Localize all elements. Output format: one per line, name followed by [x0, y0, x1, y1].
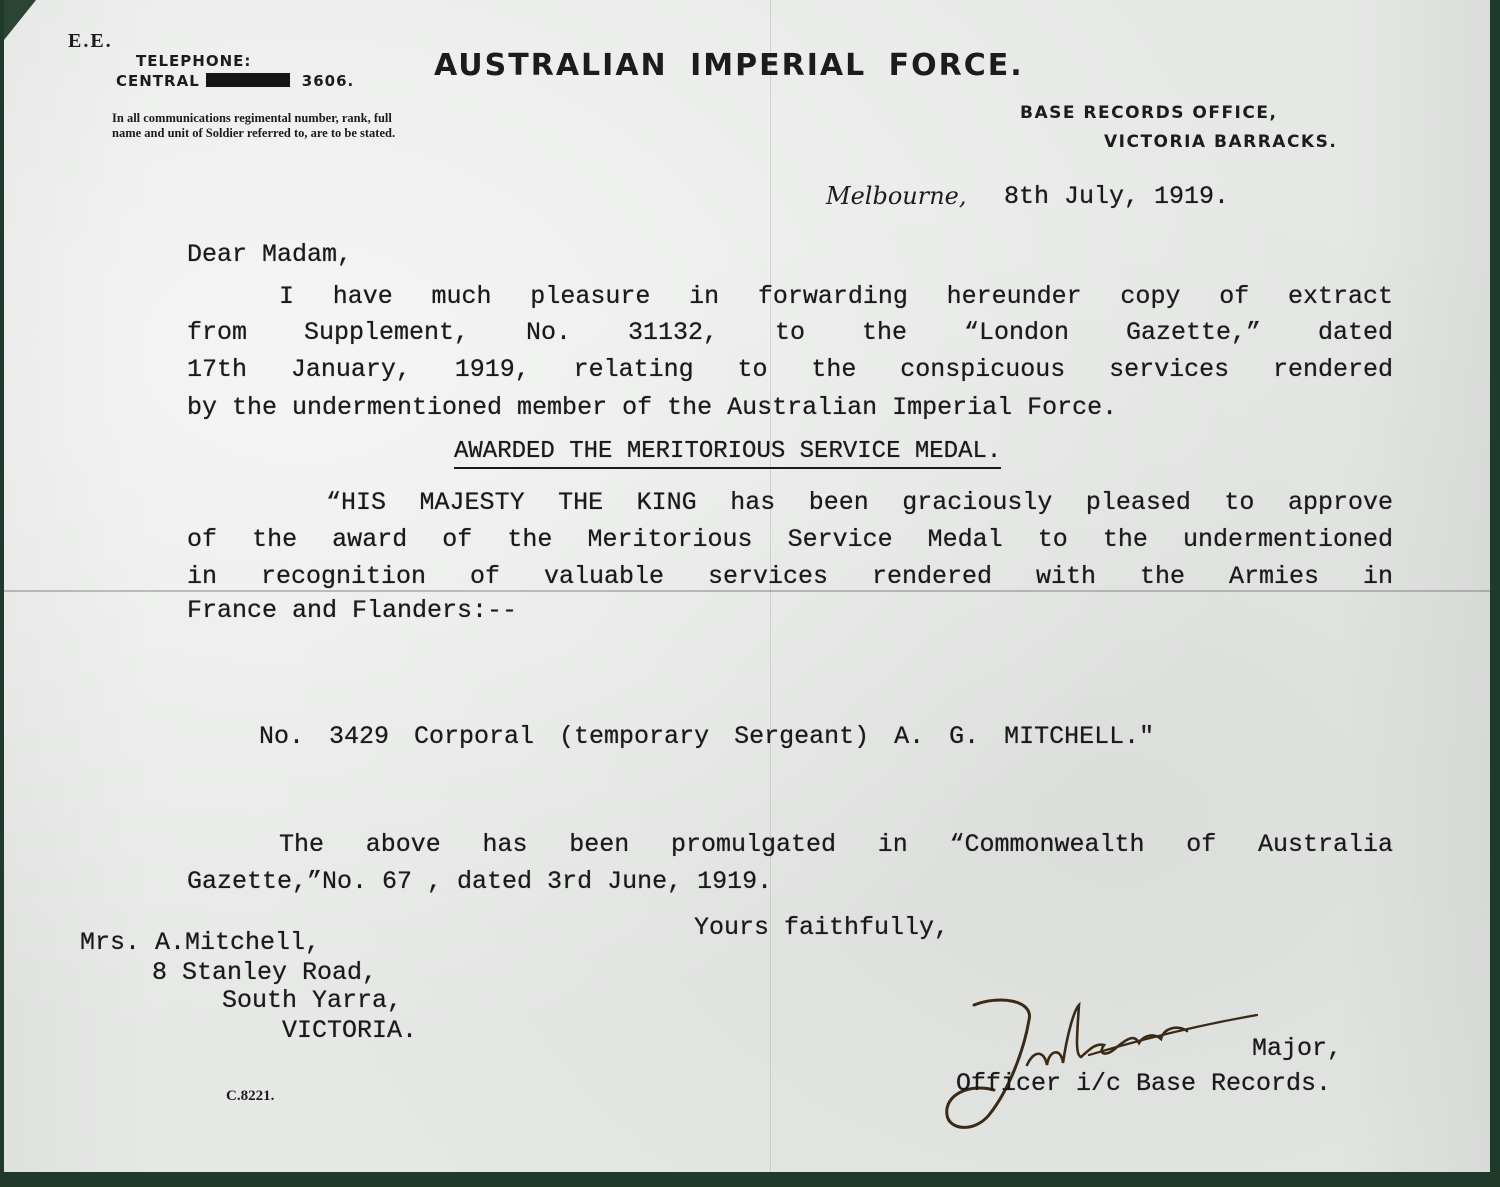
paragraph-2-line-1: “HIS MAJESTY THE KING has been graciously pleased to approve	[326, 488, 1393, 517]
reference-code: E.E.	[68, 30, 113, 52]
award-heading: AWARDED THE MERITORIOUS SERVICE MEDAL.	[454, 438, 1001, 469]
salutation: Dear Madam,	[187, 240, 353, 269]
paragraph-1-line-1: I have much pleasure in forwarding hereunder copy of extract	[279, 282, 1393, 311]
paragraph-2-line-4: France and Flanders:--	[187, 596, 518, 625]
paragraph-2-line-2: of the award of the Meritorious Service Medal to the undermentioned	[187, 525, 1393, 554]
closing: Yours faithfully,	[694, 913, 950, 942]
addressee-line-4: VICTORIA.	[282, 1016, 418, 1045]
addressee-line-2: 8 Stanley Road,	[152, 958, 378, 987]
paragraph-3-line-2: Gazette,”No. 67 , dated 3rd June, 1919.	[187, 867, 773, 896]
letter-sheet	[4, 0, 1490, 1172]
addressee-line-3: South Yarra,	[222, 986, 403, 1015]
dateline-date: 8th July, 1919.	[1004, 182, 1230, 211]
office-line-2: VICTORIA BARRACKS.	[1104, 132, 1338, 152]
recipient-line: No. 3429 Corporal (temporary Sergeant) A. G. MITCHELL."	[259, 722, 1155, 751]
signatory-title: Officer i/c Base Records.	[956, 1069, 1332, 1098]
telephone-label: TELEPHONE:	[136, 52, 252, 70]
signature-stroke	[947, 1000, 1030, 1127]
paragraph-1-line-2: from Supplement, No. 31132, to the “London Gazette,” dated	[187, 318, 1393, 347]
office-line-1: BASE RECORDS OFFICE,	[1020, 103, 1278, 123]
handwritten-signature	[939, 995, 1259, 1140]
form-code: C.8221.	[226, 1088, 275, 1104]
torn-corner	[4, 0, 36, 40]
signatory-rank: Major,	[1252, 1034, 1343, 1063]
telephone-number: 3606.	[301, 72, 355, 90]
paragraph-1-line-3: 17th January, 1919, relating to the conspicuous services rendered	[187, 355, 1393, 384]
paragraph-3-line-1: The above has been promulgated in “Commonwealth of Australia	[279, 830, 1393, 859]
telephone-prefix: CENTRAL	[116, 72, 200, 90]
redaction-bar	[206, 73, 290, 87]
paragraph-1-line-4: by the undermentioned member of the Australian Imperial Force.	[187, 393, 1118, 422]
addressee-line-1: Mrs. A.Mitchell,	[80, 928, 321, 957]
communications-notice: In all communications regimental number, rank, full name and unit of Soldier referred to, are to be stated.	[112, 111, 396, 140]
telephone-line	[116, 72, 354, 90]
dateline-place: Melbourne,	[826, 182, 967, 210]
organization-title: AUSTRALIAN IMPERIAL FORCE.	[434, 48, 1024, 83]
paragraph-2-line-3: in recognition of valuable services rendered with the Armies in	[187, 562, 1393, 591]
